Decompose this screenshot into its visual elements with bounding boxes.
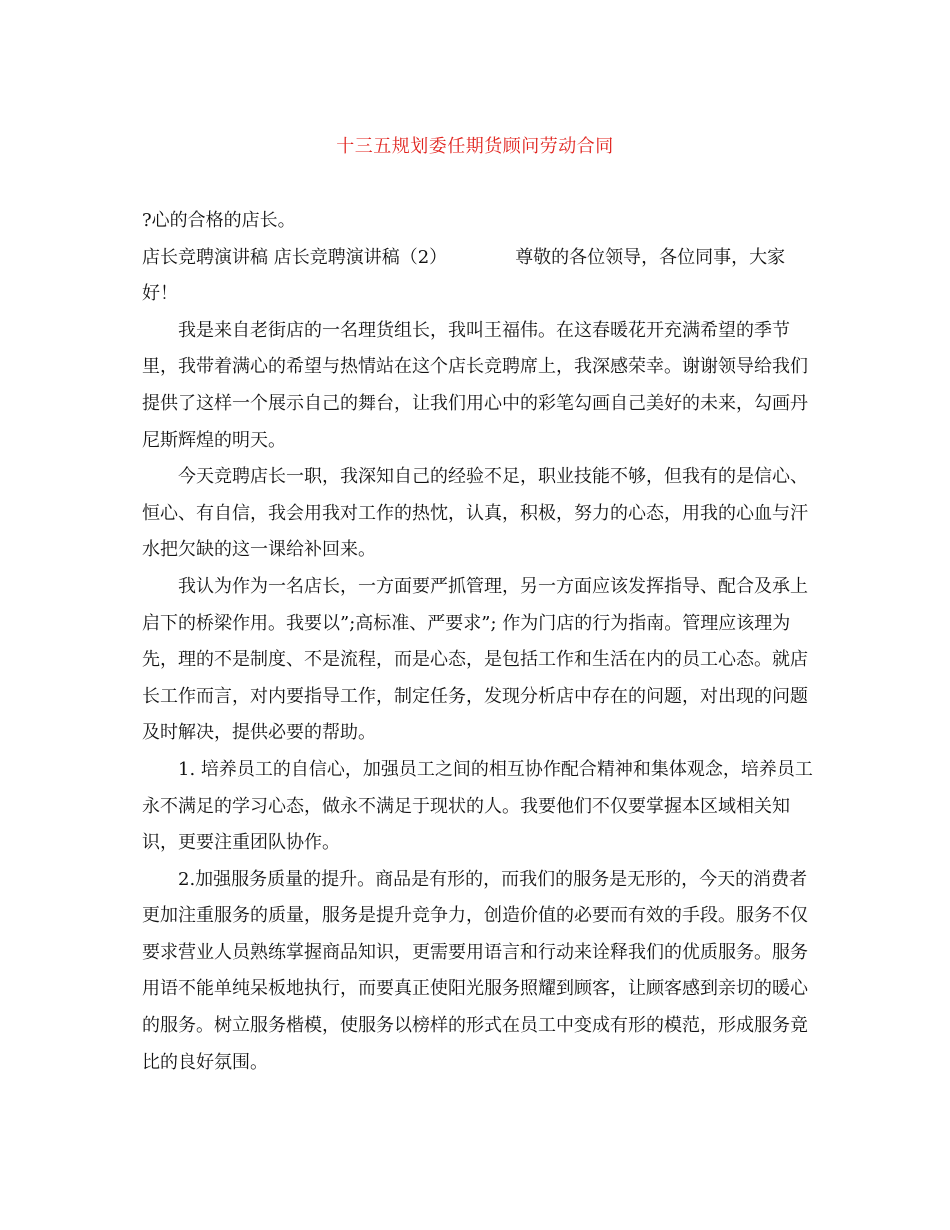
document-body (142, 203, 814, 1081)
paragraph-point-2: 2.加强服务质量的提升。商品是有形的，而我们的服务是无形的，今天的消费者更加注重服务的质量，服务是提升竞争力，创造价值的必要而有效的手段。服务不仅要求营业人员熟练掌握商品知识，更需要用语言和行动来诠释我们的优质服务。服务用语不能单纯呆板地执行，而要真正使阳光服务照耀到顾客，让顾客感到亲切的暖心的服务。树立服务楷模，使服务以榜样的形式在员工中变成有形的模范，形成服务竟比的良好氛围。 (142, 868, 808, 1073)
speech-heading-line (142, 240, 814, 313)
document-title: 十三五规划委任期货顾问劳动合同 (336, 136, 614, 157)
paragraph-management: 我认为作为一名店长，一方面要严抓管理，另一方面应该发挥指导、配合及承上启下的桥梁作用。我要以”;高标准、严要求”; 作为门店的行为指南。管理应该理为先，理的不是制度、不是流程，而是心态，是包括工作和生活在内的员工心态。就店长工作而言，对内要指导工作，制定任务，发现分析店中存在的问题，对出现的问题及时解决，提供必要的帮助。 (142, 575, 808, 744)
paragraph-intro: 我是来自老街店的一名理货组长，我叫王福伟。在这春暖花开充满希望的季节里，我带着满心的希望与热情站在这个店长竞聘席上，我深感荣幸。谢谢领导给我们提供了这样一个展示自己的舞台，让我们用心中的彩笔勾画自己美好的未来，勾画丹尼斯辉煌的明天。 (142, 319, 808, 451)
speech-heading-left: 店长竞聘演讲稿 店长竞聘演讲稿（2） (142, 246, 448, 268)
line-fragment: ?心的合格的店长。 (142, 210, 296, 231)
speech-greeting: 尊敬的各位领导，各位同事，大家好！ (142, 246, 786, 305)
paragraph-point-1: 1. 培养员工的自信心，加强员工之间的相互协作配合精神和集体观念，培养员工永不满足的学习心态，做永不满足于现状的人。我要他们不仅要掌握本区域相关知识，更要注重团队协作。 (142, 758, 813, 854)
paragraph-experience: 今天竞聘店长一职，我深知自己的经验不足，职业技能不够，但我有的是信心、恒心、有自信，我会用我对工作的热忱，认真，积极，努力的心态，用我的心血与汗水把欠缺的这一课给补回来。 (142, 466, 808, 561)
